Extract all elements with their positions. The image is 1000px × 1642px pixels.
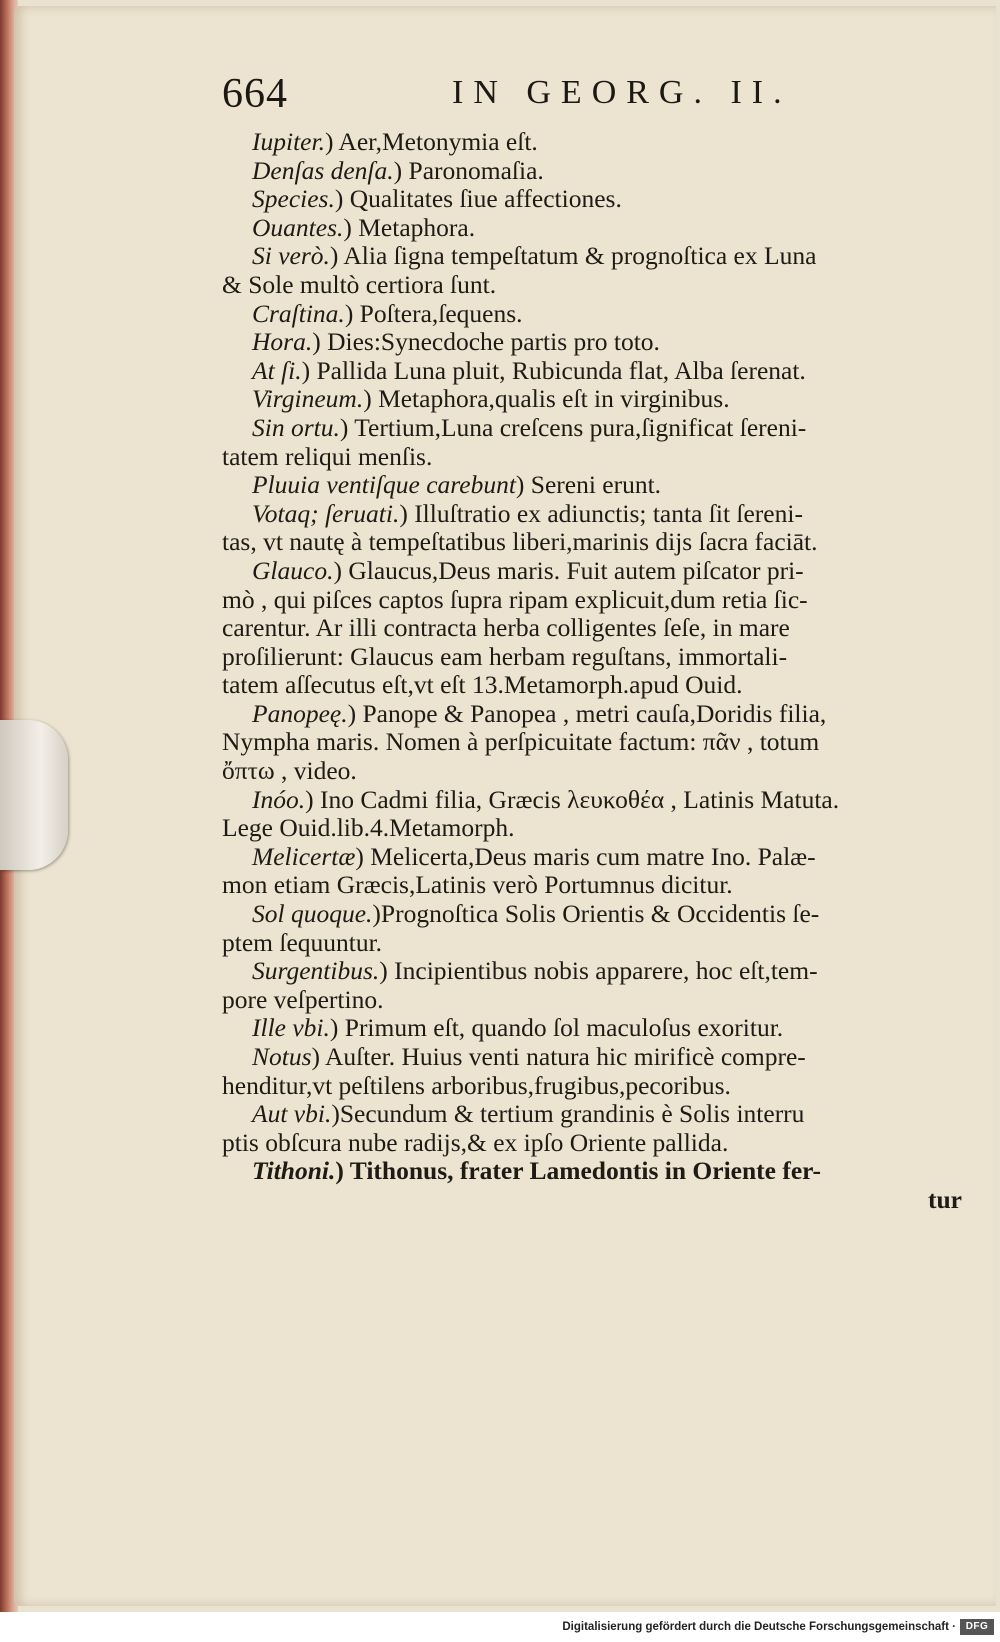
lemma: Iupiter. — [252, 128, 325, 156]
lemma: Virgineum. — [252, 385, 364, 414]
text-line — [222, 614, 962, 643]
lemma: Denſas denſa. — [252, 156, 394, 185]
line-text: tas, vt nautę à tempeſtatibus liberi,marinis dijs ſacra faciāt. — [222, 528, 818, 557]
funding-credit: Digitalisierung gefördert durch die Deutsche Forschungsgemeinschaft · — [562, 1621, 956, 1633]
text-line — [222, 843, 962, 872]
lemma: Ille vbi. — [252, 1014, 330, 1043]
lemma: Notus — [252, 1043, 312, 1071]
line-text: ) Sereni erunt. — [515, 471, 662, 500]
text-line — [222, 871, 962, 900]
lemma: Species. — [252, 185, 335, 214]
catchword: tur — [928, 1185, 962, 1214]
lemma: Panopeę. — [252, 699, 348, 728]
text-line — [222, 500, 962, 529]
lemma: At ſi. — [252, 356, 302, 385]
line-text: carentur. Ar illi contracta herba colligentes ſeſe, in mare — [222, 614, 790, 643]
line-text: ) Glaucus,Deus maris. Fuit autem piſcator pri- — [333, 556, 804, 585]
line-text: & Sole multò certiora ſunt. — [222, 270, 497, 299]
text-line — [222, 185, 962, 214]
commentary-text — [222, 128, 962, 1215]
line-text: ) Primum eſt, quando ſol maculoſus exoritur. — [329, 1014, 784, 1043]
text-line — [222, 357, 962, 386]
lemma: Surgentibus. — [252, 957, 380, 986]
line-text: ) Pallida Luna pluit, Rubicunda flat, Alba ſerenat. — [301, 356, 806, 385]
running-head: IN GEORG. II. — [452, 74, 792, 111]
line-text: henditur,vt peſtilens arboribus,frugibus,pecoribus. — [222, 1071, 731, 1100]
text-line — [222, 786, 962, 815]
line-text: ) Aer,Metonymia eſt. — [324, 128, 538, 156]
text-line — [222, 471, 962, 500]
dfg-logo: DFG — [960, 1619, 994, 1635]
line-text: ) Panope & Panopea , metri cauſa,Doridis filia, — [347, 699, 827, 728]
text-line — [222, 728, 962, 757]
page-number: 664 — [222, 71, 288, 117]
text-line — [222, 1129, 962, 1158]
line-text: ) Melicerta,Deus maris cum matre Ino. Palæ- — [355, 842, 816, 871]
line-text: ) Alia ſigna tempeſtatum & prognoſtica ex Luna — [329, 242, 817, 271]
text-line — [222, 900, 962, 929]
line-text: pore veſpertino. — [222, 985, 384, 1014]
text-line — [222, 1072, 962, 1101]
lemma: Pluuia ventiſque carebunt — [252, 471, 516, 500]
text-line — [222, 214, 962, 243]
line-text: tatem reliqui menſis. — [222, 442, 433, 471]
text-line — [222, 643, 962, 672]
line-text: ptis obſcura nube radijs,& ex ipſo Oriente pallida. — [222, 1128, 729, 1157]
line-text: Nympha maris. Nomen à perſpicuitate factum: πᾶν , totum — [222, 728, 820, 757]
line-text: ) Tithonus, frater Lamedontis in Oriente fer- — [335, 1157, 822, 1186]
book-clip — [0, 720, 68, 870]
text-line — [222, 328, 962, 357]
lemma: Ouantes. — [252, 213, 344, 242]
text-line — [222, 586, 962, 615]
lemma: Si verò. — [252, 242, 330, 271]
text-line — [222, 757, 962, 786]
lemma: Melicertæ — [252, 842, 356, 871]
line-text: tatem aſſecutus eſt,vt eſt 13.Metamorph.apud Ouid. — [222, 671, 743, 700]
line-text: )Secundum & tertium grandinis è Solis interru — [331, 1100, 805, 1129]
lemma: Craſtina. — [252, 299, 345, 328]
line-text: Lege Ouid.lib.4.Metamorph. — [222, 814, 515, 843]
page-header — [222, 70, 970, 120]
line-text: ) Metaphora,qualis eſt in virginibus. — [363, 385, 730, 414]
line-text: ) Auſter. Huius venti natura hic mirificè compre- — [311, 1043, 806, 1071]
text-line — [222, 157, 962, 186]
line-text: ) Incipientibus nobis apparere, hoc eſt,tem- — [379, 957, 818, 986]
text-line — [222, 300, 962, 329]
line-text: mò , qui piſces captos ſupra ripam explicuit,dum retia ſic- — [222, 585, 808, 614]
text-line — [222, 1043, 962, 1072]
text-line — [222, 242, 962, 271]
line-text: proſilierunt: Glaucus eam herbam reguſtans, immortali- — [222, 642, 788, 671]
text-line — [222, 986, 962, 1015]
text-line — [222, 814, 962, 843]
text-line — [222, 557, 962, 586]
text-line — [222, 1157, 962, 1186]
line-text: ptem ſequuntur. — [222, 928, 383, 957]
lemma: Tithoni. — [252, 1157, 336, 1186]
text-line — [222, 700, 962, 729]
line-text: ) Poſtera,ſequens. — [344, 299, 523, 328]
footer-bar — [0, 1612, 1000, 1642]
text-line — [222, 414, 962, 443]
line-text: ) Ino Cadmi filia, Græcis λευκοθέα , Latinis Matuta. — [305, 785, 840, 814]
lemma: Inóo. — [252, 785, 306, 814]
lemma: Aut vbi. — [252, 1100, 332, 1129]
text-line — [222, 271, 962, 300]
line-text: )Prognoſtica Solis Orientis & Occidentis ſe- — [372, 900, 820, 929]
text-line — [222, 671, 962, 700]
text-line — [222, 1100, 962, 1129]
lemma: Hora. — [252, 328, 313, 357]
line-text: ) Illuſtratio ex adiunctis; tanta ſit ſereni- — [399, 499, 803, 528]
text-line — [222, 1014, 962, 1043]
lemma: Glauco. — [252, 556, 334, 585]
lemma: Sin ortu. — [252, 413, 340, 442]
line-text: ) Dies:Synecdoche partis pro toto. — [312, 328, 660, 357]
line-text: ) Qualitates ſiue affectiones. — [334, 185, 622, 214]
line-text: mon etiam Græcis,Latinis verò Portumnus dicitur. — [222, 871, 733, 900]
line-text: ) Metaphora. — [343, 213, 476, 242]
text-line — [222, 957, 962, 986]
text-line — [222, 528, 962, 557]
text-line — [222, 385, 962, 414]
lemma: Votaq; ſeruati. — [252, 499, 400, 528]
lemma: Sol quoque. — [252, 900, 373, 929]
line-text: ) Paronomaſia. — [393, 156, 544, 185]
line-text: ὄπτω , video. — [222, 757, 357, 786]
line-text: ) Tertium,Luna creſcens pura,ſignificat ſereni- — [339, 413, 807, 442]
text-line — [222, 929, 962, 958]
text-line — [222, 443, 962, 472]
text-line — [222, 128, 962, 157]
